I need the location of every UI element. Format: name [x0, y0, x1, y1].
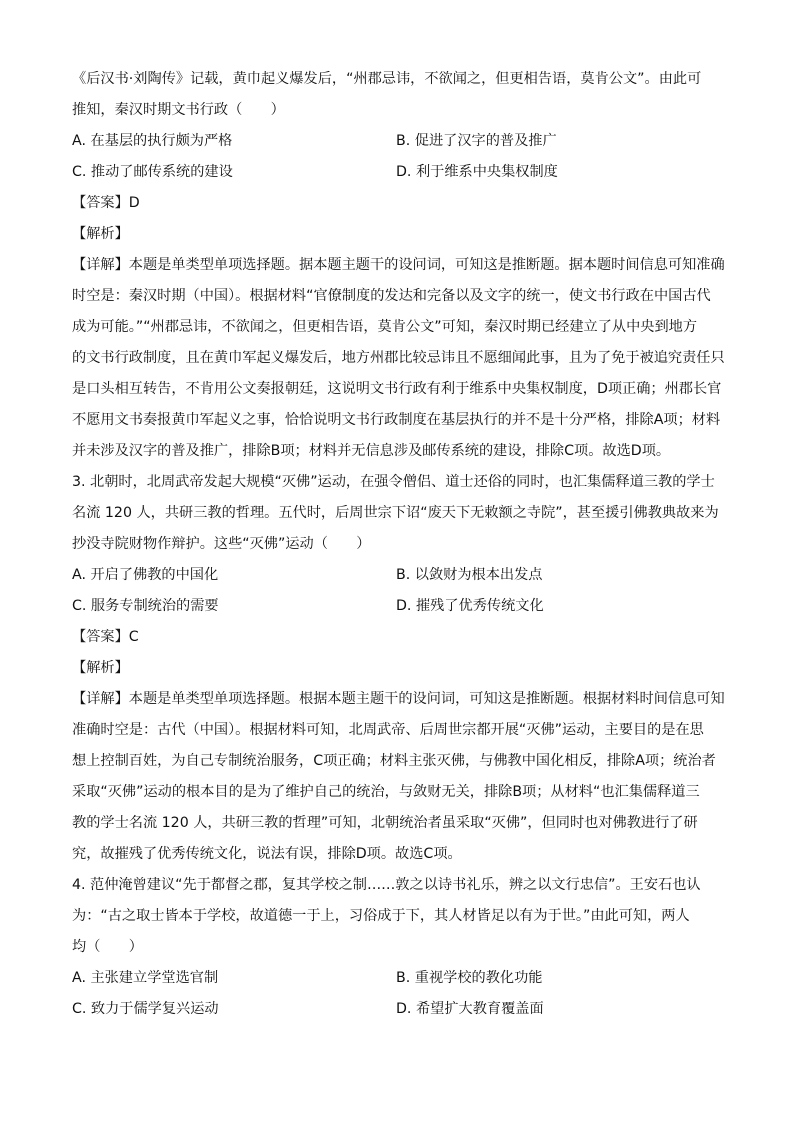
- detail-line: 的文书行政制度，且在黄巾军起义爆发后，地方州郡比较忌讳且不愿细闻此事，且为了免于被追究责任只: [72, 350, 725, 366]
- answer-tag: 【答案】: [72, 195, 129, 211]
- detail-block: [72, 684, 724, 870]
- answer-value: D: [128, 195, 140, 211]
- analysis-tag: 【解析】: [72, 660, 129, 676]
- answer-tag: 【答案】: [72, 629, 129, 645]
- detail-line: 教的学士名流 120 人，共研三教的哲理”可知，北朝统治者虽采取“灭佛”，但同时也对佛教进行了研: [72, 815, 698, 831]
- detail-block: [72, 250, 724, 467]
- options-row: [72, 994, 724, 1025]
- option-b: B. 促进了汉字的普及推广: [396, 133, 557, 149]
- question-3: [72, 467, 724, 870]
- question-stem-line: 《后汉书·刘陶传》记载，黄巾起义爆发后，“州郡忌讳，不欲闻之，但更相告语，莫肯公文”。由此可: [72, 71, 702, 87]
- detail-line: 究，故摧残了优秀传统文化，说法有误，排除D项。故选C项。: [72, 846, 462, 862]
- question-stem-line: 推知，秦汉时期文书行政（ ）: [72, 102, 285, 118]
- detail-line: 采取“灭佛”运动的根本目的是为了维护自己的统治，与敛财无关，排除B项；从材料“也汇集儒释道三: [72, 784, 700, 800]
- question-stem-line: 均（ ）: [72, 939, 143, 955]
- detail-line: 【详解】本题是单类型单项选择题。据本题主题干的设问词，可知这是推断题。据本题时间信息可知准确: [72, 257, 725, 273]
- detail-line: 【详解】本题是单类型单项选择题。根据本题主题干的设问词，可知这是推断题。根据材料时间信息可知: [72, 691, 725, 707]
- analysis-tag: 【解析】: [72, 226, 129, 242]
- question-stem-line: 名流 120 人，共研三教的哲理。五代时，后周世宗下诏“废天下无敕额之寺院”，甚至援引佛教典故来为: [72, 505, 719, 521]
- detail-line: 成为可能。”“州郡忌讳，不欲闻之，但更相告语，莫肯公文”可知，秦汉时期已经建立了从中央到地方: [72, 319, 698, 335]
- detail-line: 并未涉及汉字的普及推广，排除B项；材料并无信息涉及邮传系统的建设，排除C项。故选D项。: [72, 443, 671, 459]
- question-stem-line: 3. 北朝时，北周武帝发起大规模“灭佛”运动，在强令僧侣、道士还俗的同时，也汇集儒释道三教的学士: [72, 474, 715, 490]
- option-c: C. 致力于儒学复兴运动: [72, 1001, 219, 1017]
- option-a: A. 在基层的执行颇为严格: [72, 133, 233, 149]
- option-d: D. 希望扩大教育覆盖面: [396, 1001, 544, 1017]
- answer-value: C: [128, 629, 139, 645]
- detail-tag: 【详解】: [72, 691, 129, 707]
- detail-tag: 【详解】: [72, 257, 129, 273]
- option-d: D. 利于维系中央集权制度: [396, 164, 558, 180]
- options-row: [72, 560, 724, 591]
- question-stem-line: 为：“古之取士皆本于学校，故道德一于上，习俗成于下，其人材皆足以有为于世。”由此可知，两人: [72, 908, 690, 924]
- option-b: B. 重视学校的教化功能: [396, 970, 543, 986]
- answer-line: [72, 622, 724, 653]
- option-b: B. 以敛财为根本出发点: [396, 567, 543, 583]
- detail-line: 是口头相互转告，不肯用公文奏报朝廷，这说明文书行政有利于维系中央集权制度，D项正确；州郡长官: [72, 381, 722, 397]
- question-stem-line: 抄没寺院财物作辩护。这些“灭佛”运动（ ）: [72, 536, 371, 552]
- detail-line: 想上控制百姓，为自己专制统治服务，C项正确；材料主张灭佛，与佛教中国化相反，排除A项；统治者: [72, 753, 716, 769]
- option-d: D. 摧残了优秀传统文化: [396, 598, 544, 614]
- option-c: C. 推动了邮传系统的建设: [72, 164, 233, 180]
- question-stem-line: 4. 范仲淹曾建议“先于都督之郡，复其学校之制……敦之以诗书礼乐，辨之以文行忠信”。王安石也认: [72, 877, 701, 893]
- detail-line: 时空是：秦汉时期（中国）。根据材料“官僚制度的发达和完备以及文字的统一，使文书行政在中国古代: [72, 288, 711, 304]
- answer-line: [72, 188, 724, 219]
- detail-line: 不愿用文书奏报黄巾军起义之事，恰恰说明文书行政制度在基层执行的并不是十分严格，排除A项；材料: [72, 412, 721, 428]
- option-a: A. 主张建立学堂选官制: [72, 970, 219, 986]
- question-2: [72, 64, 724, 467]
- options-row: [72, 963, 724, 994]
- document-page: [72, 64, 724, 1025]
- options-row: [72, 591, 724, 622]
- option-a: A. 开启了佛教的中国化: [72, 567, 219, 583]
- detail-line: 准确时空是：古代（中国）。根据材料可知，北周武帝、后周世宗都开展“灭佛”运动，主要目的是在思: [72, 722, 704, 738]
- options-row: [72, 157, 724, 188]
- option-c: C. 服务专制统治的需要: [72, 598, 219, 614]
- options-row: [72, 126, 724, 157]
- question-4: [72, 870, 724, 1025]
